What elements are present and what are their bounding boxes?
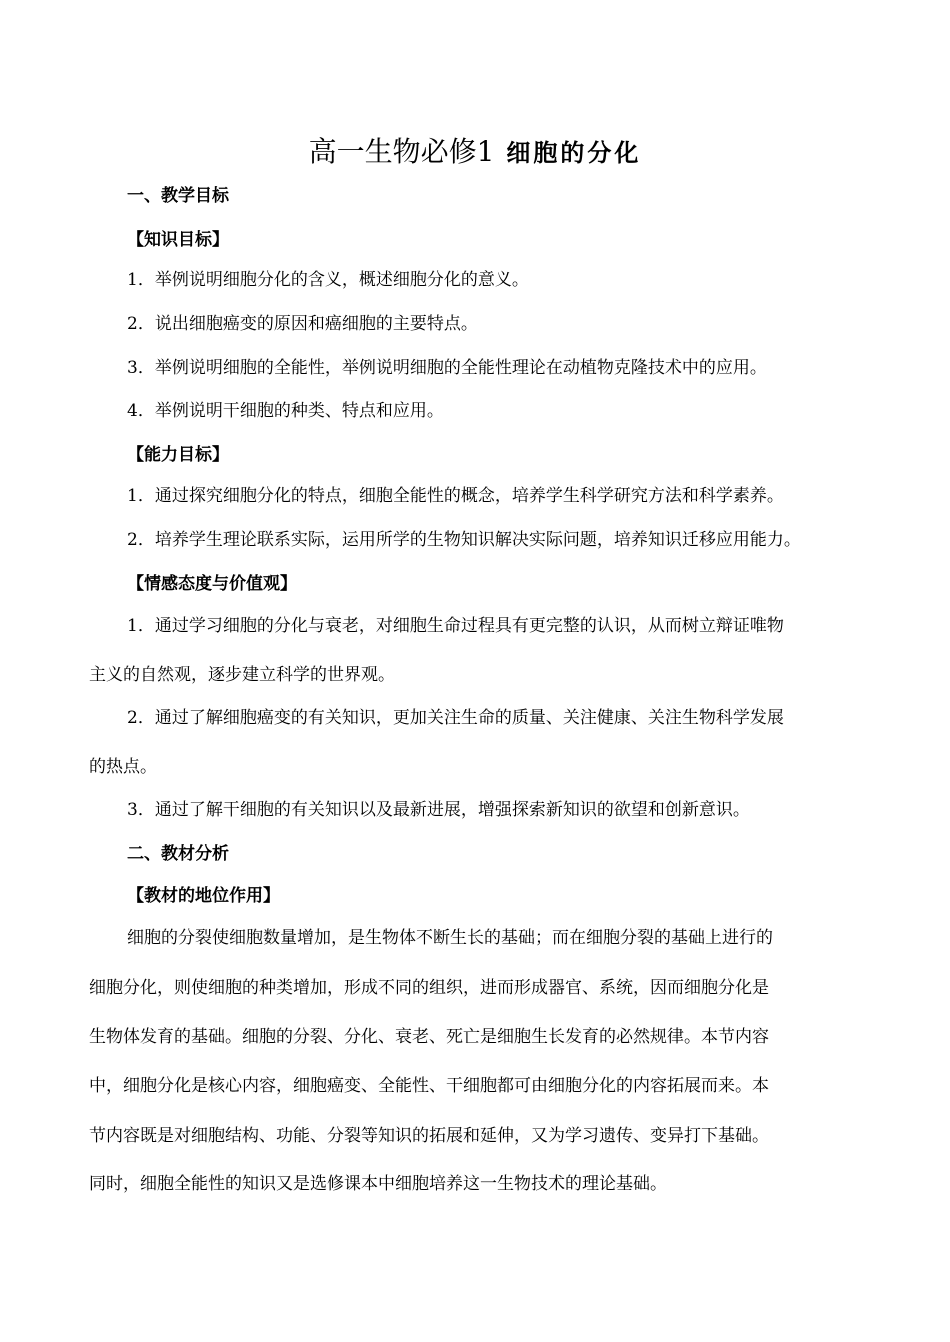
knowledge-item-1: 1．举例说明细胞分化的含义，概述细胞分化的意义。 [127,270,529,290]
emotion-item-2-line-1: 2．通过了解细胞癌变的有关知识，更加关注生命的质量、关注健康、关注生物科学发展 [127,708,784,728]
knowledge-item-3: 3．举例说明细胞的全能性，举例说明细胞的全能性理论在动植物克隆技术中的应用。 [127,358,767,378]
role-paragraph-line-3: 生物体发育的基础。细胞的分裂、分化、衰老、死亡是细胞生长发育的必然规律。本节内容 [89,1027,769,1047]
section-heading-material-analysis: 二、教材分析 [127,844,229,864]
subheading-ability-goals: 【能力目标】 [127,445,229,465]
subheading-material-role: 【教材的地位作用】 [127,886,280,906]
page-title [0,134,950,171]
role-paragraph-line-6: 同时，细胞全能性的知识又是选修课本中细胞培养这一生物技术的理论基础。 [89,1174,667,1194]
role-paragraph-line-2: 细胞分化，则使细胞的种类增加，形成不同的组织，进而形成器官、系统，因而细胞分化是 [89,978,769,998]
emotion-item-2-line-2: 的热点。 [89,757,157,777]
ability-item-1: 1．通过探究细胞分化的特点，细胞全能性的概念，培养学生科学研究方法和科学素养。 [127,486,784,506]
emotion-item-3: 3．通过了解干细胞的有关知识以及最新进展，增强探索新知识的欲望和创新意识。 [127,800,750,820]
role-paragraph-line-5: 节内容既是对细胞结构、功能、分裂等知识的拓展和延伸，又为学习遗传、变异打下基础。 [89,1126,769,1146]
title-sub: 细胞的分化 [506,139,642,167]
knowledge-item-4: 4．举例说明干细胞的种类、特点和应用。 [127,401,444,421]
knowledge-item-2: 2．说出细胞癌变的原因和癌细胞的主要特点。 [127,314,478,334]
section-heading-teaching-goals: 一、教学目标 [127,186,229,206]
title-main: 高一生物必修1 [308,135,495,168]
subheading-emotion-values: 【情感态度与价值观】 [127,574,297,594]
role-paragraph-line-1: 细胞的分裂使细胞数量增加，是生物体不断生长的基础；而在细胞分裂的基础上进行的 [127,928,773,948]
subheading-knowledge-goals: 【知识目标】 [127,230,229,250]
emotion-item-1-line-1: 1．通过学习细胞的分化与衰老，对细胞生命过程具有更完整的认识，从而树立辩证唯物 [127,616,784,636]
emotion-item-1-line-2: 主义的自然观，逐步建立科学的世界观。 [89,665,395,685]
role-paragraph-line-4: 中，细胞分化是核心内容，细胞癌变、全能性、干细胞都可由细胞分化的内容拓展而来。本 [89,1076,769,1096]
ability-item-2: 2．培养学生理论联系实际，运用所学的生物知识解决实际问题，培养知识迁移应用能力。 [127,530,801,550]
